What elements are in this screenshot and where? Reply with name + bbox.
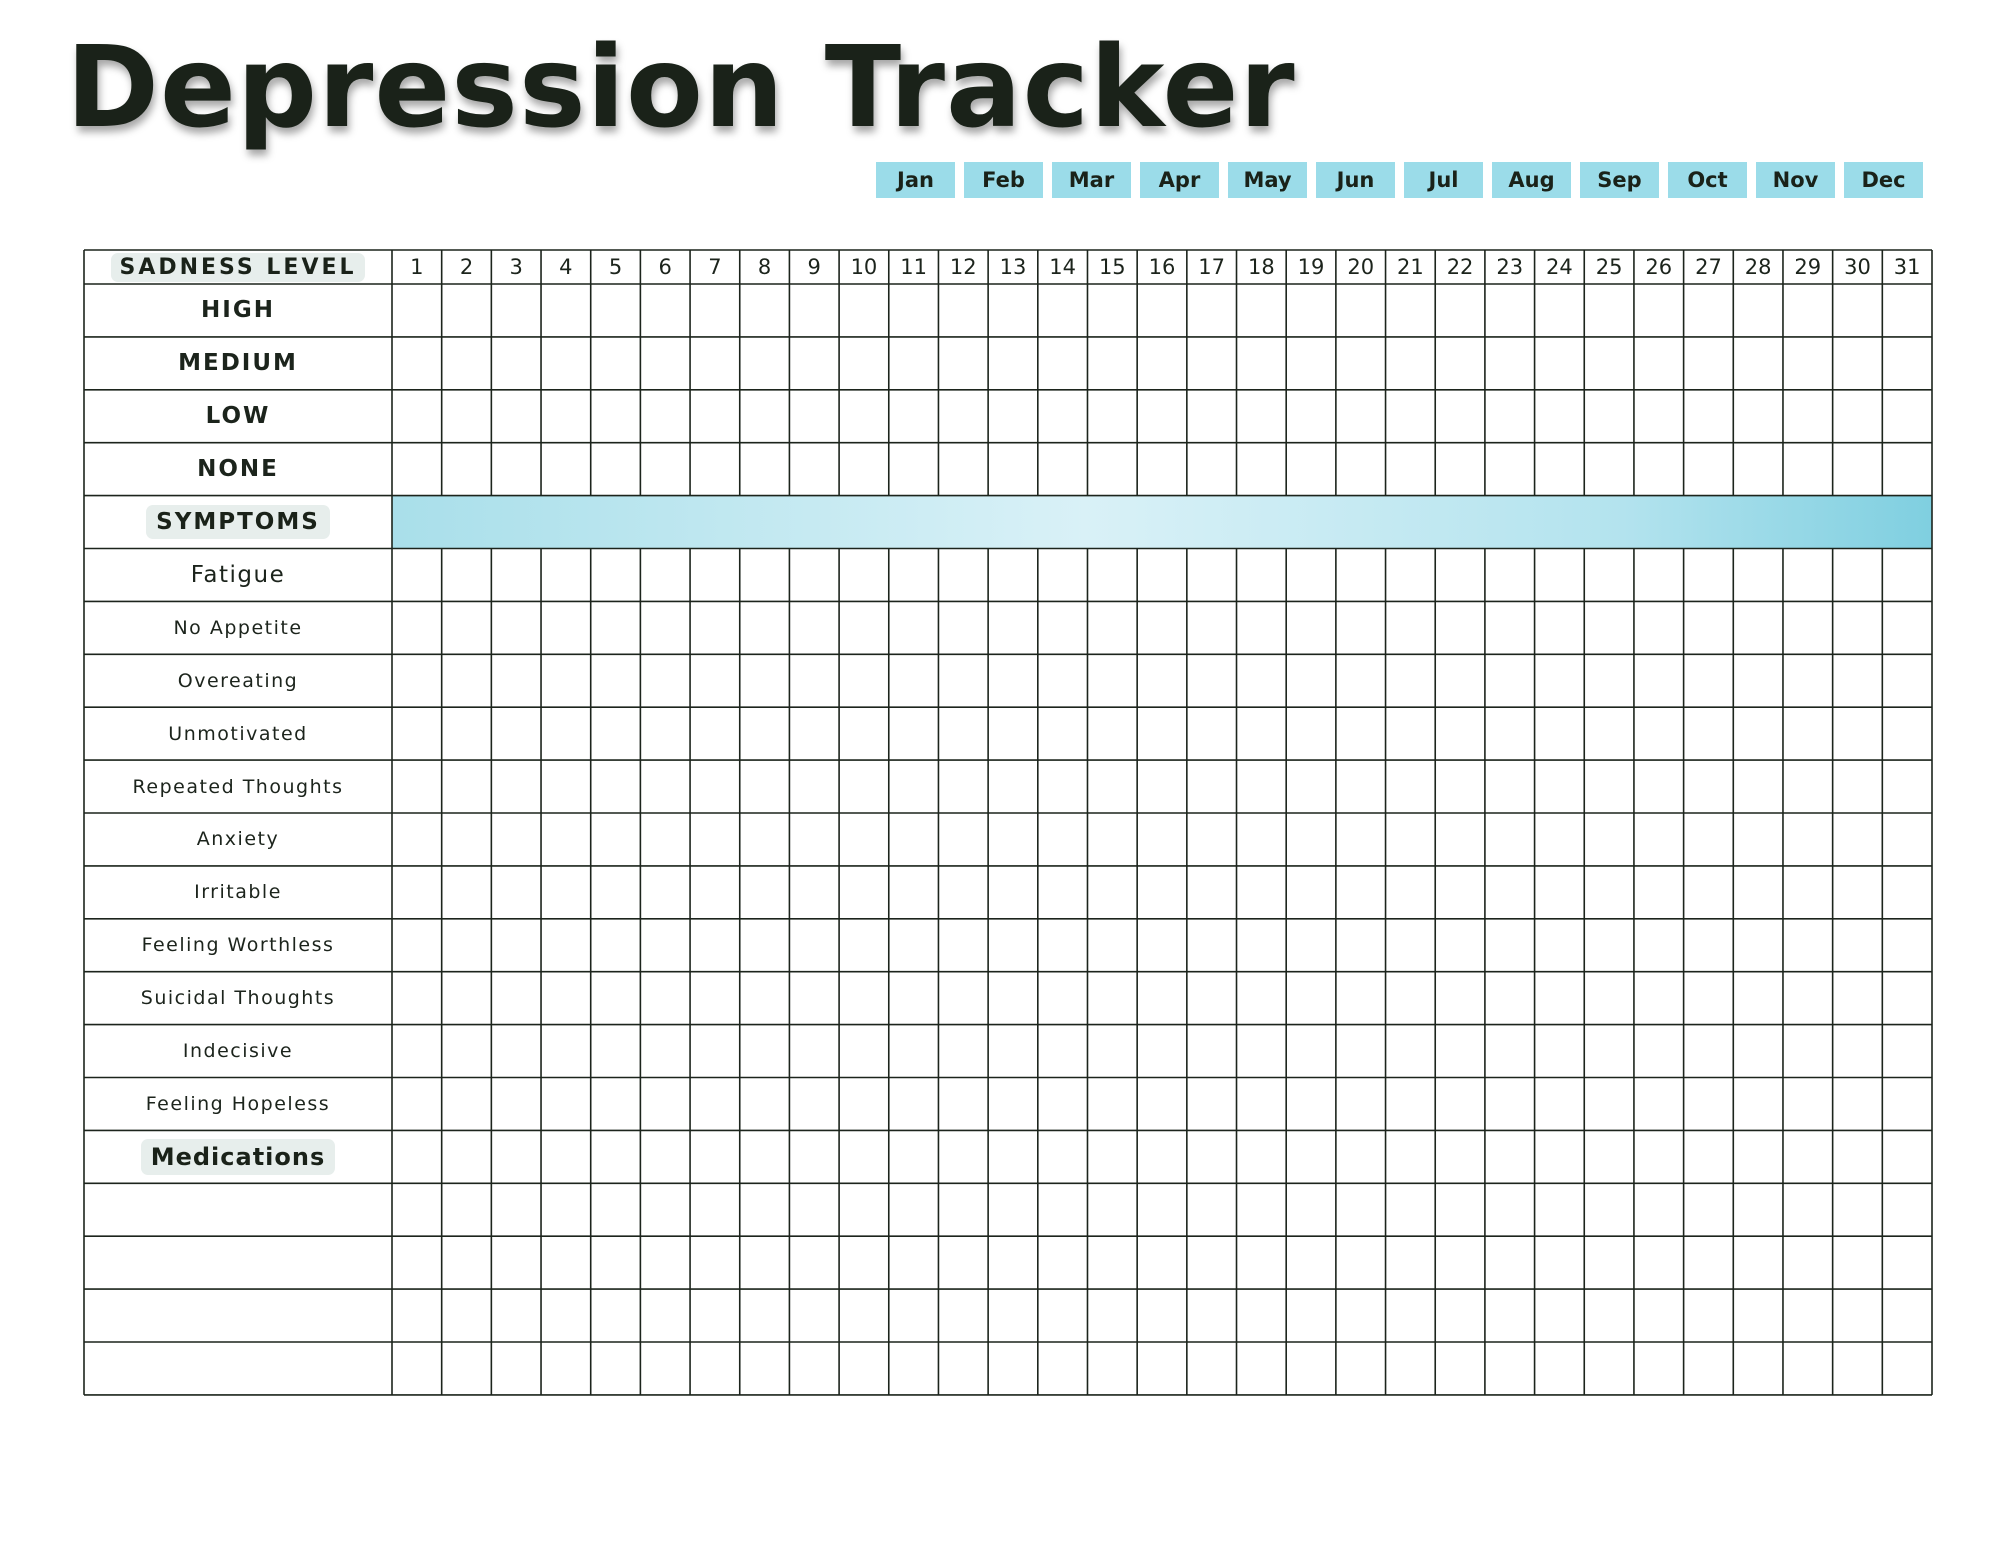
day-number-13: 13	[999, 255, 1027, 279]
day-number-10: 10	[850, 255, 878, 279]
day-number-7: 7	[708, 255, 722, 279]
day-number-8: 8	[757, 255, 772, 279]
day-number-22: 22	[1446, 255, 1474, 279]
sadness-level-low: LOW	[205, 403, 271, 430]
day-number-27: 27	[1695, 255, 1722, 279]
day-number-18: 18	[1247, 255, 1275, 279]
symptom-fatigue: Fatigue	[190, 561, 286, 588]
month-tab-apr[interactable]: Apr	[1140, 162, 1219, 198]
symptom-overeating: Overeating	[177, 669, 299, 692]
symptom-feeling-hopeless: Feeling Hopeless	[145, 1092, 331, 1115]
symptom-no-appetite: No Appetite	[173, 616, 303, 639]
symptom-anxiety: Anxiety	[196, 828, 280, 851]
day-number-20: 20	[1347, 255, 1375, 279]
day-number-3: 3	[509, 255, 523, 279]
symptom-suicidal-thoughts: Suicidal Thoughts	[140, 987, 336, 1010]
day-number-9: 9	[807, 255, 821, 279]
month-tab-jul[interactable]: Jul	[1404, 162, 1483, 198]
symptoms-header	[84, 496, 392, 549]
day-number-12: 12	[949, 255, 977, 279]
symptom-feeling-worthless: Feeling Worthless	[141, 934, 335, 957]
symptom-repeated-thoughts: Repeated Thoughts	[132, 775, 344, 798]
day-number-31: 31	[1893, 255, 1921, 279]
day-number-1: 1	[410, 255, 424, 279]
symptoms-header-label: SYMPTOMS	[146, 505, 330, 539]
day-number-15: 15	[1098, 255, 1126, 279]
sadness-level-high: HIGH	[201, 297, 275, 324]
day-number-21: 21	[1397, 255, 1424, 279]
month-tab-aug[interactable]: Aug	[1492, 162, 1571, 198]
month-tab-dec[interactable]: Dec	[1844, 162, 1923, 198]
day-number-14: 14	[1049, 255, 1076, 279]
day-number-5: 5	[608, 255, 623, 279]
month-tab-oct[interactable]: Oct	[1668, 162, 1747, 198]
month-tab-may[interactable]: May	[1228, 162, 1307, 198]
symptom-irritable: Irritable	[194, 881, 282, 904]
day-number-30: 30	[1844, 255, 1871, 279]
sadness-level-header-label: SADNESS LEVEL	[111, 253, 364, 282]
day-number-19: 19	[1297, 255, 1325, 279]
day-number-17: 17	[1198, 255, 1226, 279]
day-number-26: 26	[1645, 255, 1673, 279]
sadness-level-header	[84, 250, 392, 284]
sadness-level-medium: MEDIUM	[178, 350, 298, 377]
month-tab-sep[interactable]: Sep	[1580, 162, 1659, 198]
month-tab-jun[interactable]: Jun	[1316, 162, 1395, 198]
day-number-6: 6	[658, 255, 672, 279]
month-tab-mar[interactable]: Mar	[1052, 162, 1131, 198]
day-number-25: 25	[1595, 255, 1623, 279]
medications-header-label: Medications	[141, 1139, 336, 1175]
page-title: Depression Tracker	[66, 23, 1296, 153]
day-number-4: 4	[559, 255, 573, 279]
day-number-29: 29	[1794, 255, 1822, 279]
medications-header	[84, 1130, 392, 1183]
month-tab-jan[interactable]: Jan	[876, 162, 955, 198]
symptom-indecisive: Indecisive	[182, 1040, 294, 1063]
sadness-level-none: NONE	[197, 456, 279, 483]
symptom-unmotivated: Unmotivated	[168, 722, 308, 745]
day-number-2: 2	[459, 255, 474, 279]
day-number-24: 24	[1546, 255, 1573, 279]
day-number-23: 23	[1496, 255, 1524, 279]
day-number-11: 11	[900, 255, 927, 279]
month-tab-nov[interactable]: Nov	[1756, 162, 1835, 198]
month-tab-feb[interactable]: Feb	[964, 162, 1043, 198]
symptoms-band	[392, 496, 1932, 549]
day-number-16: 16	[1148, 255, 1176, 279]
day-number-28: 28	[1744, 255, 1772, 279]
